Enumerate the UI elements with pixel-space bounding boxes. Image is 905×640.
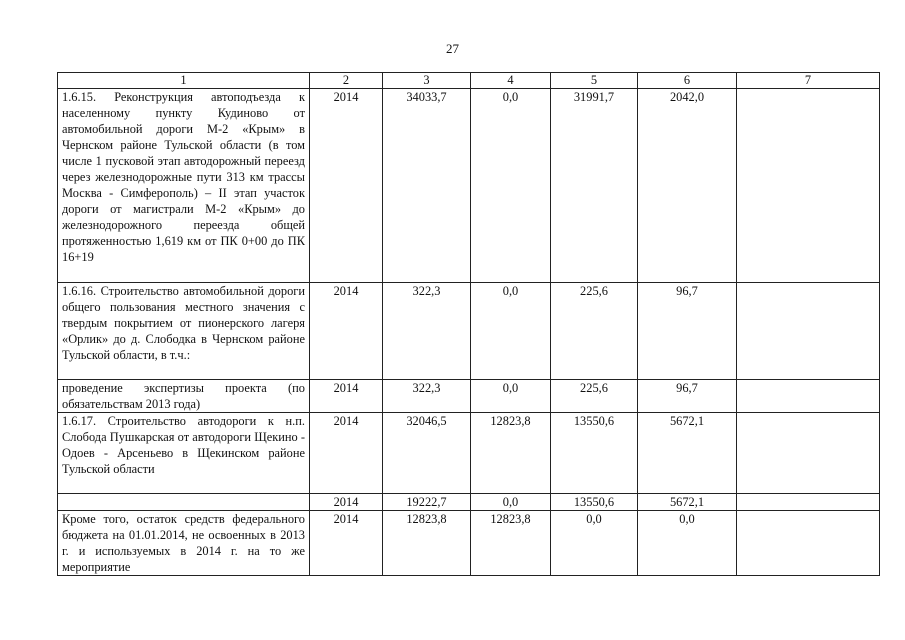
row-description: Кроме того, остаток средств федерального бюджета на 01.01.2014, не освоенных в 2013 г. и используемых в 2014 г. на то же мероприятие [58, 511, 310, 576]
row-col5: 31991,7 [551, 89, 638, 283]
program-table [57, 72, 880, 576]
row-year: 2014 [310, 380, 383, 413]
row-col7 [737, 511, 880, 576]
row-col6: 5672,1 [638, 413, 737, 494]
row-description: 1.6.15. Реконструкция автоподъезда к населенному пункту Кудиново от автомобильной дороги М-2 «Крым» в Чернском районе Тульской области (в том числе 1 пусковой этап автодорожный переезд через железнодорожные пути 313 км трассы Москва - Симферополь) – II этап участок дороги от магистрали М-2 «Крым» до железнодорожного переезда общей протяженностью 1,619 км от ПК 0+00 до ПК 16+19 [58, 89, 310, 283]
row-col3: 322,3 [383, 283, 471, 380]
row-col4: 12823,8 [471, 511, 551, 576]
row-col5: 13550,6 [551, 494, 638, 511]
row-col4: 12823,8 [471, 413, 551, 494]
row-description: проведение экспертизы проекта (по обязательствам 2013 года) [58, 380, 310, 413]
row-col6: 5672,1 [638, 494, 737, 511]
column-header: 7 [737, 73, 880, 89]
row-col7 [737, 283, 880, 380]
row-col6: 96,7 [638, 380, 737, 413]
column-header: 4 [471, 73, 551, 89]
row-col4: 0,0 [471, 380, 551, 413]
row-col3: 32046,5 [383, 413, 471, 494]
header-row [58, 73, 880, 89]
row-col3: 34033,7 [383, 89, 471, 283]
row-col7 [737, 413, 880, 494]
table-row [58, 380, 880, 413]
row-col4: 0,0 [471, 494, 551, 511]
row-col5: 225,6 [551, 283, 638, 380]
column-header: 1 [58, 73, 310, 89]
column-header: 5 [551, 73, 638, 89]
row-col6: 0,0 [638, 511, 737, 576]
row-col4: 0,0 [471, 283, 551, 380]
row-description: 1.6.17. Строительство автодороги к н.п. Слобода Пушкарская от автодороги Щекино - Одоев - Арсеньево в Щекинском районе Тульской области [58, 413, 310, 494]
row-col5: 0,0 [551, 511, 638, 576]
column-header: 2 [310, 73, 383, 89]
column-header: 3 [383, 73, 471, 89]
row-col7 [737, 89, 880, 283]
row-col6: 96,7 [638, 283, 737, 380]
row-year: 2014 [310, 494, 383, 511]
row-col7 [737, 380, 880, 413]
row-col5: 13550,6 [551, 413, 638, 494]
page-number: 27 [446, 41, 459, 56]
row-col3: 322,3 [383, 380, 471, 413]
row-col3: 12823,8 [383, 511, 471, 576]
column-header: 6 [638, 73, 737, 89]
row-col4: 0,0 [471, 89, 551, 283]
row-year: 2014 [310, 511, 383, 576]
row-description [58, 494, 310, 511]
row-col5: 225,6 [551, 380, 638, 413]
row-col7 [737, 494, 880, 511]
row-year: 2014 [310, 89, 383, 283]
table-row [58, 283, 880, 380]
table-row [58, 511, 880, 576]
row-year: 2014 [310, 283, 383, 380]
table-row [58, 89, 880, 283]
row-col6: 2042,0 [638, 89, 737, 283]
table-row [58, 494, 880, 511]
row-description: 1.6.16. Строительство автомобильной дороги общего пользования местного значения с твердым покрытием от пионерского лагеря «Орлик» до д. Слободка в Чернском районе Тульской области, в т.ч.: [58, 283, 310, 380]
row-col3: 19222,7 [383, 494, 471, 511]
table-row [58, 413, 880, 494]
row-year: 2014 [310, 413, 383, 494]
